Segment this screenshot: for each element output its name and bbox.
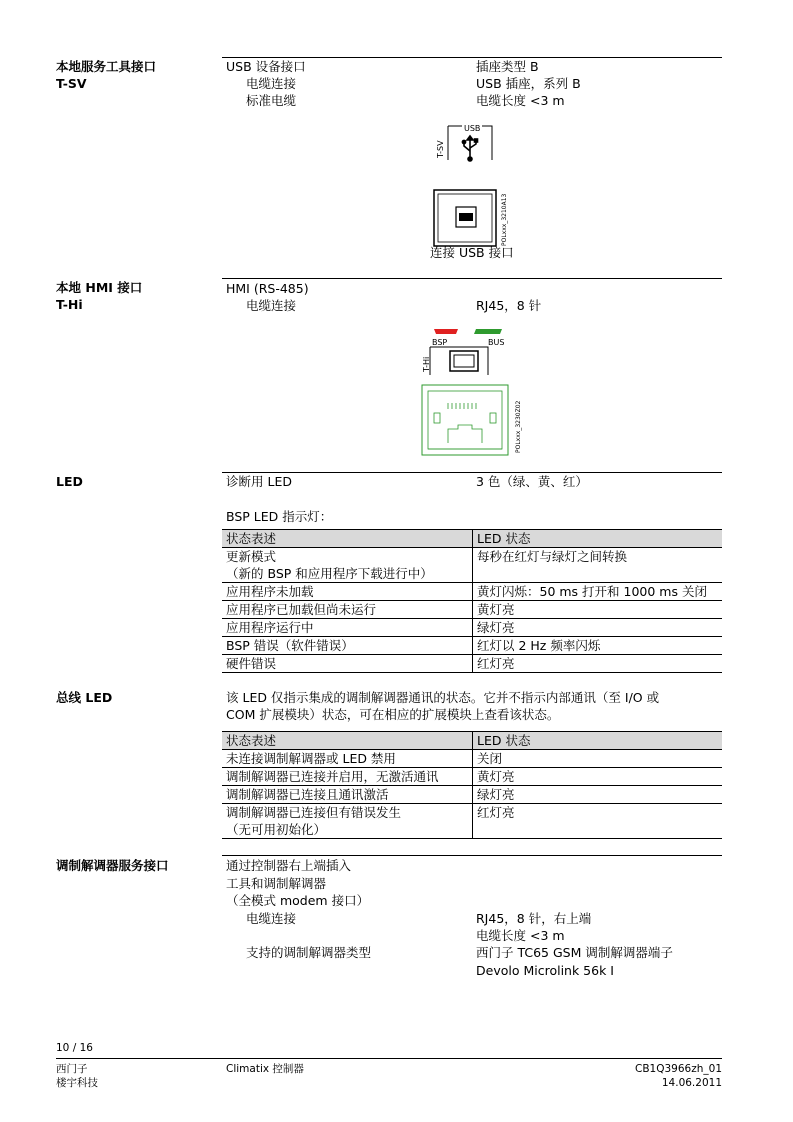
footer-product: Climatix 控制器 [226, 1063, 304, 1075]
page-number: 10 / 16 [56, 1042, 93, 1054]
modem-cable-value-1: RJ45，8 针，右上端 [476, 911, 592, 926]
usb-figure [426, 118, 526, 263]
modem-line-2: 工具和调制解调器 [226, 876, 327, 891]
tsv-row-2-left: 电缆连接 [246, 76, 297, 91]
table-cell-led: 红灯亮 [473, 655, 723, 673]
tsv-row-1-left: USB 设备接口 [226, 59, 306, 74]
table-cell-state: 调制解调器已连接且通讯激活 [222, 786, 473, 804]
section-title-modem: 调制解调器服务接口 [56, 858, 169, 873]
bus-led-table [222, 731, 722, 839]
divider [222, 278, 722, 279]
table-cell-led: 绿灯亮 [473, 786, 723, 804]
tsv-row-2-right: USB 插座，系列 B [476, 76, 581, 91]
footer-doc-id: CB1Q3966zh_01 [635, 1063, 722, 1075]
table-row [222, 655, 722, 673]
usb-port-diagram [426, 118, 526, 263]
thi-title-cn: 本地 HMI 接口 [56, 280, 143, 295]
bsp-label: BSP [432, 338, 448, 347]
table-row [222, 786, 722, 804]
table-cell-state: 应用程序未加载 [222, 583, 473, 601]
divider [222, 855, 722, 856]
table-cell-state: BSP 错误（软件错误） [222, 637, 473, 655]
section-title-thi [56, 279, 142, 313]
table-row [222, 619, 722, 637]
modem-line-1: 通过控制器右上端插入 [226, 858, 352, 873]
footer-doc-info [635, 1062, 722, 1090]
usb-figure-ref: POLxxx_3210A13 [501, 193, 508, 246]
state-text: 更新模式 [226, 549, 277, 564]
usb-figure-caption: 连接 USB 接口 [430, 245, 514, 260]
table-row [222, 548, 722, 583]
table-cell-led: 绿灯亮 [473, 619, 723, 637]
table-header-state: 状态表述 [222, 732, 473, 750]
table-row [222, 583, 722, 601]
table-header-row [222, 732, 722, 750]
rj45-figure-ref: POLxxx_3230Z02 [515, 400, 522, 453]
section-title-tsv [56, 58, 156, 92]
table-cell-led: 黄灯亮 [473, 601, 723, 619]
thi-row-1-left: HMI (RS-485) [226, 281, 309, 296]
tsv-row-3-right: 电缆长度 <3 m [476, 93, 565, 108]
table-row [222, 750, 722, 768]
table-cell-state [222, 804, 473, 839]
footer-company [56, 1062, 98, 1090]
thi-row-2-left: 电缆连接 [246, 298, 297, 313]
table-cell-led: 每秒在红灯与绿灯之间转换 [473, 548, 723, 583]
modem-cable-value-2: 电缆长度 <3 m [476, 928, 565, 943]
footer-divider [56, 1058, 722, 1059]
table-row [222, 637, 722, 655]
tsv-row-3-left: 标准电缆 [246, 93, 297, 108]
led-diag-value: 3 色（绿、黄、红） [476, 474, 588, 489]
table-cell-state: 应用程序运行中 [222, 619, 473, 637]
table-cell-led: 黄灯闪烁：50 ms 打开和 1000 ms 关闭 [473, 583, 723, 601]
tsv-title-code: T-SV [56, 76, 87, 91]
footer-company-name: 西门子 [56, 1063, 88, 1075]
state-text-2: （新的 BSP 和应用程序下载进行中） [226, 566, 433, 581]
state-text: 调制解调器已连接但有错误发生 [226, 805, 402, 820]
tsv-port-label: T-SV [436, 140, 445, 158]
table-cell-state: 硬件错误 [222, 655, 473, 673]
bsp-led-heading: BSP LED 指示灯： [226, 509, 333, 524]
modem-types-value-1: 西门子 TC65 GSM 调制解调器端子 [476, 945, 673, 960]
modem-cable-label: 电缆连接 [246, 911, 297, 926]
table-cell-state: 应用程序已加载但尚未运行 [222, 601, 473, 619]
footer-date: 14.06.2011 [661, 1077, 722, 1089]
tsv-title-cn: 本地服务工具接口 [56, 59, 157, 74]
table-row [222, 601, 722, 619]
table-header-led: LED 状态 [473, 732, 723, 750]
table-header-led: LED 状态 [473, 530, 723, 548]
bus-desc-line-2: COM 扩展模块）状态，可在相应的扩展模块上查看该状态。 [226, 707, 560, 722]
table-row [222, 768, 722, 786]
table-cell-state: 调制解调器已连接并启用，无激活通讯 [222, 768, 473, 786]
modem-line-3: （全模式 modem 接口） [226, 893, 370, 908]
rj45-port-diagram [418, 325, 530, 460]
bus-label: BUS [488, 338, 505, 347]
state-text-2: （无可用初始化） [226, 822, 327, 837]
table-cell-led: 红灯亮 [473, 804, 723, 839]
table-cell-state: 未连接调制解调器或 LED 禁用 [222, 750, 473, 768]
rj45-figure [418, 325, 530, 460]
table-header-row [222, 530, 722, 548]
bsp-led-table [222, 529, 722, 673]
tsv-row-1-right: 插座类型 B [476, 59, 539, 74]
led-diag-label: 诊断用 LED [226, 474, 292, 489]
table-row [222, 804, 722, 839]
thi-title-code: T-Hi [56, 297, 83, 312]
usb-label: USB [464, 124, 481, 133]
bus-desc-line-1: 该 LED 仅指示集成的调制解调器通讯的状态。它并不指示内部通讯（至 I/O 或 [226, 690, 660, 705]
modem-types-label: 支持的调制解调器类型 [246, 945, 372, 960]
usb-symbol-icon [462, 136, 477, 161]
section-title-led: LED [56, 474, 83, 489]
table-cell-led: 黄灯亮 [473, 768, 723, 786]
table-cell-state [222, 548, 473, 583]
thi-row-2-right: RJ45，8 针 [476, 298, 542, 313]
table-header-state: 状态表述 [222, 530, 473, 548]
section-title-bus-led: 总线 LED [56, 690, 113, 705]
thi-port-label: T-Hi [422, 356, 431, 372]
divider [222, 472, 722, 473]
modem-types-value-2: Devolo Microlink 56k I [476, 963, 614, 978]
footer-company-division: 楼宇科技 [56, 1077, 98, 1089]
table-cell-led: 关闭 [473, 750, 723, 768]
table-cell-led: 红灯以 2 Hz 频率闪烁 [473, 637, 723, 655]
